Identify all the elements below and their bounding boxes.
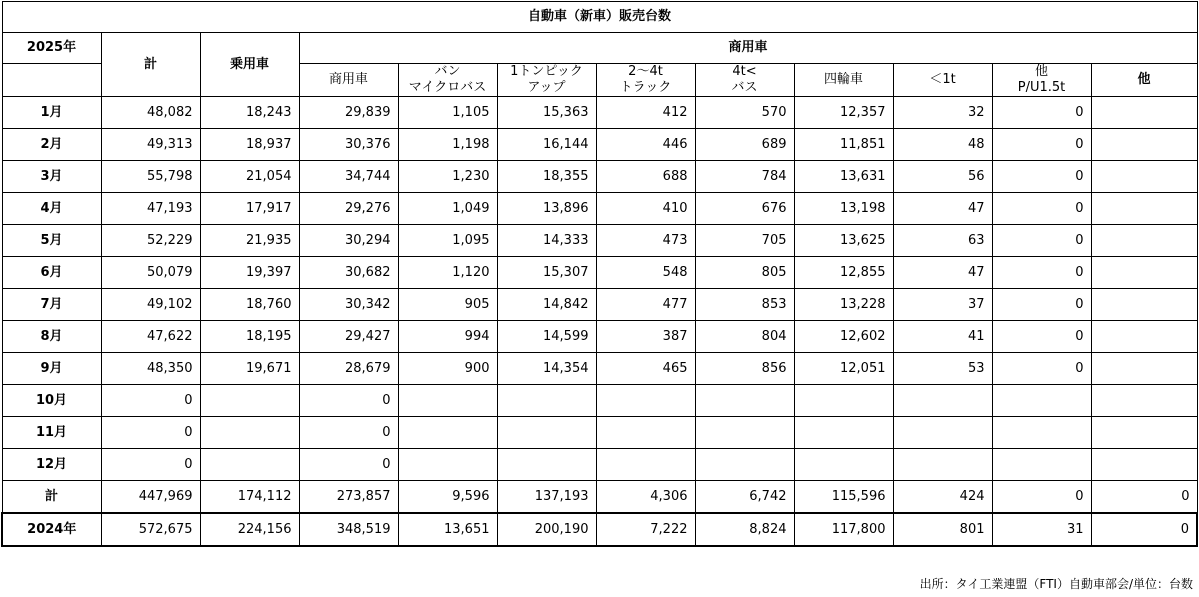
cell-passenger: 21,935 xyxy=(200,225,299,257)
cell-total: 50,079 xyxy=(101,257,200,289)
header-truck xyxy=(596,64,695,97)
cell-commercial: 30,342 xyxy=(299,289,398,321)
cell-total: 0 xyxy=(101,417,200,449)
cell-four-wheel: 12,357 xyxy=(794,97,893,129)
sales-table xyxy=(1,1,1198,547)
header-pickup-line1: 1トンピック xyxy=(510,64,583,79)
table-row xyxy=(2,385,1197,417)
cell-four-wheel: 115,596 xyxy=(794,481,893,514)
cell-passenger: 18,760 xyxy=(200,289,299,321)
cell-truck xyxy=(596,449,695,481)
header-under1t: ＜1t xyxy=(893,64,992,97)
cell-passenger: 18,243 xyxy=(200,97,299,129)
cell-total: 48,350 xyxy=(101,353,200,385)
cell-total: 48,082 xyxy=(101,97,200,129)
table-row xyxy=(2,129,1197,161)
table-row xyxy=(2,449,1197,481)
cell-van: 1,095 xyxy=(398,225,497,257)
cell-bus xyxy=(695,385,794,417)
cell-under1t: 41 xyxy=(893,321,992,353)
row-label: 計 xyxy=(2,481,101,514)
cell-four-wheel: 13,625 xyxy=(794,225,893,257)
cell-other xyxy=(1091,129,1197,161)
cell-bus: 570 xyxy=(695,97,794,129)
cell-under1t xyxy=(893,449,992,481)
header-four-wheel: 四輪車 xyxy=(794,64,893,97)
cell-commercial: 0 xyxy=(299,417,398,449)
cell-other: 0 xyxy=(1091,513,1197,546)
cell-passenger: 19,397 xyxy=(200,257,299,289)
cell-commercial: 0 xyxy=(299,385,398,417)
cell-van: 900 xyxy=(398,353,497,385)
cell-under1t: 801 xyxy=(893,513,992,546)
cell-total: 49,102 xyxy=(101,289,200,321)
header-bus-line1: 4t< xyxy=(732,64,757,79)
cell-commercial: 273,857 xyxy=(299,481,398,514)
cell-bus: 8,824 xyxy=(695,513,794,546)
cell-truck xyxy=(596,385,695,417)
cell-pickup: 14,354 xyxy=(497,353,596,385)
cell-passenger xyxy=(200,417,299,449)
cell-passenger: 17,917 xyxy=(200,193,299,225)
cell-commercial: 29,839 xyxy=(299,97,398,129)
cell-truck: 548 xyxy=(596,257,695,289)
cell-other xyxy=(1091,289,1197,321)
cell-under1t: 56 xyxy=(893,161,992,193)
cell-bus: 689 xyxy=(695,129,794,161)
cell-four-wheel: 12,602 xyxy=(794,321,893,353)
cell-four-wheel xyxy=(794,385,893,417)
table-row xyxy=(2,193,1197,225)
cell-total: 52,229 xyxy=(101,225,200,257)
header-truck-line2: トラック xyxy=(619,80,672,95)
cell-van: 1,105 xyxy=(398,97,497,129)
row-label: 2024年 xyxy=(2,513,101,546)
cell-bus: 856 xyxy=(695,353,794,385)
cell-other xyxy=(1091,257,1197,289)
table-row xyxy=(2,161,1197,193)
cell-pickup: 14,599 xyxy=(497,321,596,353)
row-label: 1月 xyxy=(2,97,101,129)
cell-under1t: 63 xyxy=(893,225,992,257)
cell-other-pu: 0 xyxy=(992,481,1091,514)
header-other: 他 xyxy=(1091,64,1197,97)
header-bus-line2: バス xyxy=(731,80,758,95)
cell-bus: 6,742 xyxy=(695,481,794,514)
cell-van xyxy=(398,417,497,449)
table-row xyxy=(2,353,1197,385)
header-pickup-line2: アップ xyxy=(527,80,566,95)
cell-commercial: 34,744 xyxy=(299,161,398,193)
cell-four-wheel: 13,198 xyxy=(794,193,893,225)
cell-total: 55,798 xyxy=(101,161,200,193)
row-label: 7月 xyxy=(2,289,101,321)
row-label: 11月 xyxy=(2,417,101,449)
cell-van: 13,651 xyxy=(398,513,497,546)
header-pickup xyxy=(497,64,596,97)
cell-under1t: 32 xyxy=(893,97,992,129)
cell-commercial: 29,276 xyxy=(299,193,398,225)
cell-passenger xyxy=(200,449,299,481)
cell-van: 1,230 xyxy=(398,161,497,193)
header-year: 2025年 xyxy=(2,33,101,64)
total-row xyxy=(2,481,1197,514)
row-label: 3月 xyxy=(2,161,101,193)
cell-commercial: 28,679 xyxy=(299,353,398,385)
header-van-line1: バン xyxy=(434,64,461,79)
cell-van: 1,198 xyxy=(398,129,497,161)
prev-year-row xyxy=(2,513,1197,546)
cell-truck: 688 xyxy=(596,161,695,193)
header-total: 計 xyxy=(101,33,200,97)
cell-other: 0 xyxy=(1091,481,1197,514)
cell-bus xyxy=(695,417,794,449)
cell-van: 994 xyxy=(398,321,497,353)
cell-other xyxy=(1091,161,1197,193)
cell-under1t: 47 xyxy=(893,193,992,225)
cell-total: 0 xyxy=(101,385,200,417)
cell-other-pu: 0 xyxy=(992,257,1091,289)
cell-other-pu: 31 xyxy=(992,513,1091,546)
cell-other xyxy=(1091,449,1197,481)
cell-other xyxy=(1091,417,1197,449)
header-commercial-group: 商用車 xyxy=(299,33,1197,64)
row-label: 4月 xyxy=(2,193,101,225)
header-van-line2: マイクロバス xyxy=(408,80,487,95)
cell-bus: 804 xyxy=(695,321,794,353)
header-truck-line1: 2～4t xyxy=(628,64,663,79)
cell-van: 1,120 xyxy=(398,257,497,289)
table-row xyxy=(2,321,1197,353)
cell-truck: 465 xyxy=(596,353,695,385)
header-other-pu-line2: P/U1.5t xyxy=(1017,80,1066,95)
row-label: 2月 xyxy=(2,129,101,161)
table-row xyxy=(2,289,1197,321)
cell-four-wheel: 12,855 xyxy=(794,257,893,289)
cell-under1t xyxy=(893,417,992,449)
cell-passenger: 224,156 xyxy=(200,513,299,546)
cell-van: 1,049 xyxy=(398,193,497,225)
cell-bus: 784 xyxy=(695,161,794,193)
cell-four-wheel: 12,051 xyxy=(794,353,893,385)
cell-four-wheel: 11,851 xyxy=(794,129,893,161)
cell-pickup: 18,355 xyxy=(497,161,596,193)
cell-truck: 410 xyxy=(596,193,695,225)
cell-other-pu xyxy=(992,449,1091,481)
cell-total: 47,193 xyxy=(101,193,200,225)
cell-pickup: 137,193 xyxy=(497,481,596,514)
cell-other-pu: 0 xyxy=(992,129,1091,161)
cell-commercial: 30,376 xyxy=(299,129,398,161)
cell-total: 49,313 xyxy=(101,129,200,161)
cell-other xyxy=(1091,385,1197,417)
cell-four-wheel: 117,800 xyxy=(794,513,893,546)
cell-pickup xyxy=(497,449,596,481)
cell-other-pu: 0 xyxy=(992,97,1091,129)
cell-truck: 387 xyxy=(596,321,695,353)
cell-total: 447,969 xyxy=(101,481,200,514)
cell-pickup: 16,144 xyxy=(497,129,596,161)
cell-truck: 4,306 xyxy=(596,481,695,514)
cell-truck: 7,222 xyxy=(596,513,695,546)
cell-pickup: 14,333 xyxy=(497,225,596,257)
cell-van: 9,596 xyxy=(398,481,497,514)
cell-passenger: 174,112 xyxy=(200,481,299,514)
cell-bus xyxy=(695,449,794,481)
cell-other-pu xyxy=(992,417,1091,449)
header-passenger: 乗用車 xyxy=(200,33,299,97)
cell-pickup xyxy=(497,417,596,449)
cell-van xyxy=(398,385,497,417)
row-label: 9月 xyxy=(2,353,101,385)
source-note: 出所：タイ工業連盟（FTI）自動車部会/単位：台数 xyxy=(919,577,1193,591)
cell-bus: 676 xyxy=(695,193,794,225)
cell-truck: 446 xyxy=(596,129,695,161)
cell-van: 905 xyxy=(398,289,497,321)
table-row xyxy=(2,225,1197,257)
cell-passenger: 21,054 xyxy=(200,161,299,193)
header-year-spacer xyxy=(2,64,101,97)
cell-bus: 853 xyxy=(695,289,794,321)
row-label: 10月 xyxy=(2,385,101,417)
header-bus xyxy=(695,64,794,97)
cell-total: 47,622 xyxy=(101,321,200,353)
cell-under1t: 53 xyxy=(893,353,992,385)
cell-pickup: 200,190 xyxy=(497,513,596,546)
row-label: 12月 xyxy=(2,449,101,481)
cell-total: 572,675 xyxy=(101,513,200,546)
cell-truck: 473 xyxy=(596,225,695,257)
cell-four-wheel xyxy=(794,449,893,481)
cell-pickup: 13,896 xyxy=(497,193,596,225)
cell-other-pu: 0 xyxy=(992,321,1091,353)
header-van xyxy=(398,64,497,97)
row-label: 6月 xyxy=(2,257,101,289)
cell-commercial: 30,682 xyxy=(299,257,398,289)
cell-passenger: 18,195 xyxy=(200,321,299,353)
cell-bus: 805 xyxy=(695,257,794,289)
cell-commercial: 30,294 xyxy=(299,225,398,257)
cell-other xyxy=(1091,353,1197,385)
cell-other-pu: 0 xyxy=(992,225,1091,257)
cell-other-pu: 0 xyxy=(992,289,1091,321)
cell-under1t: 424 xyxy=(893,481,992,514)
cell-four-wheel: 13,631 xyxy=(794,161,893,193)
cell-other xyxy=(1091,321,1197,353)
cell-truck: 477 xyxy=(596,289,695,321)
cell-other-pu: 0 xyxy=(992,161,1091,193)
table-row xyxy=(2,97,1197,129)
cell-under1t xyxy=(893,385,992,417)
cell-passenger: 19,671 xyxy=(200,353,299,385)
cell-pickup: 15,363 xyxy=(497,97,596,129)
header-other-pu-line1: 他 xyxy=(1034,64,1048,79)
cell-truck: 412 xyxy=(596,97,695,129)
cell-under1t: 37 xyxy=(893,289,992,321)
cell-pickup xyxy=(497,385,596,417)
cell-pickup: 14,842 xyxy=(497,289,596,321)
cell-passenger xyxy=(200,385,299,417)
cell-commercial: 348,519 xyxy=(299,513,398,546)
row-label: 5月 xyxy=(2,225,101,257)
header-commercial: 商用車 xyxy=(299,64,398,97)
cell-four-wheel xyxy=(794,417,893,449)
cell-truck xyxy=(596,417,695,449)
cell-commercial: 0 xyxy=(299,449,398,481)
header-other-pu xyxy=(992,64,1091,97)
cell-under1t: 48 xyxy=(893,129,992,161)
cell-other xyxy=(1091,193,1197,225)
cell-other-pu: 0 xyxy=(992,353,1091,385)
cell-passenger: 18,937 xyxy=(200,129,299,161)
row-label: 8月 xyxy=(2,321,101,353)
cell-other xyxy=(1091,97,1197,129)
cell-commercial: 29,427 xyxy=(299,321,398,353)
cell-other-pu: 0 xyxy=(992,193,1091,225)
cell-pickup: 15,307 xyxy=(497,257,596,289)
cell-four-wheel: 13,228 xyxy=(794,289,893,321)
cell-total: 0 xyxy=(101,449,200,481)
table-title: 自動車（新車）販売台数 xyxy=(2,2,1197,33)
cell-under1t: 47 xyxy=(893,257,992,289)
cell-van xyxy=(398,449,497,481)
cell-other xyxy=(1091,225,1197,257)
cell-bus: 705 xyxy=(695,225,794,257)
table-row xyxy=(2,417,1197,449)
cell-other-pu xyxy=(992,385,1091,417)
table-row xyxy=(2,257,1197,289)
